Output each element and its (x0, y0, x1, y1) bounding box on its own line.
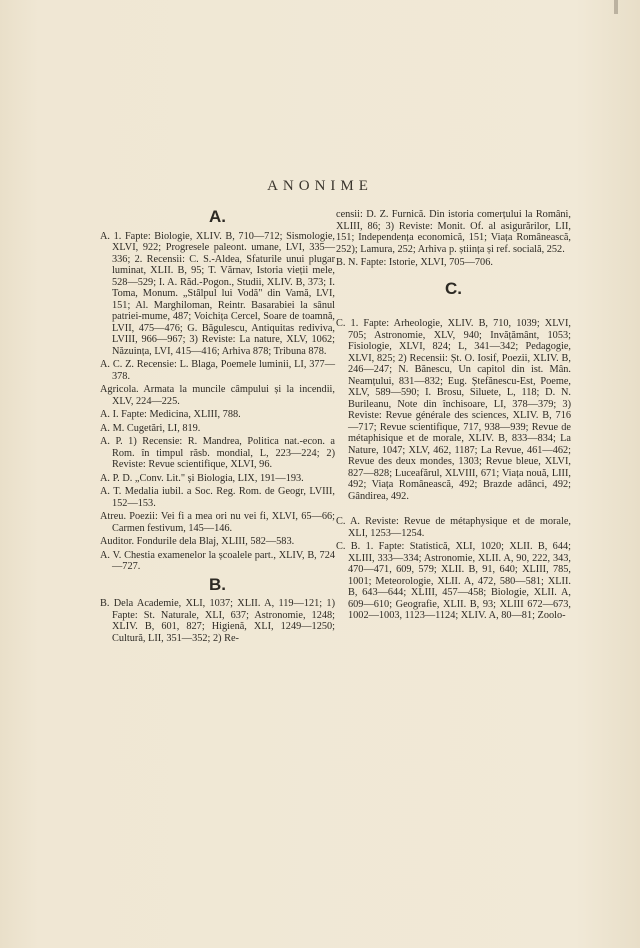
entry-apd: A. P. D. „Conv. Lit." și Biologia, LIX, 191—193. (100, 472, 304, 484)
entry-acz: A. C. Z. Recensie: L. Blaga, Poemele luminii, LI, 377—378. (100, 359, 335, 382)
entry-ai: A. I. Fapte: Medicina, XLIII, 788. (100, 409, 241, 420)
spacer (336, 504, 571, 516)
entry-av: A. V. Chestia examenelor la școalele part., XLIV, B, 724—727. (100, 549, 335, 572)
entry-b-continuation: censii: D. Z. Furnică. Din istoria comerțului la Români, XLIII, 86; 3) Reviste: Monit. Of. al asigurărilor, LII, 151; Independența economică, 151; Viața Românească, 252); Lamura, 252; Arhiva p. știința și ref. socială, 252. (336, 209, 571, 255)
entry-agricola: Agricola. Armata la muncile câmpului și la incendii, XLV, 224—225. (100, 384, 335, 407)
entry-c: C. 1. Fapte: Arheologie, XLIV. B, 710, 1039; XLVI, 705; Astronomie, XLV, 940; Invățământ, 1053; Fisiologie, XLVI, 824; L, 341—342; Pedagogie, XLVI, 825; 2) Recensii: Șt. O. Iosif, Poezii, XLIV. B, 246—247; N. Bănescu, Un capitol din ist. Mân. Neamțului, 831—832; Eug. Ștefănescu-Est, Poeme, XLV, 589—590; I. Brosu, Siluete, L, 118; D. N. Burileanu, Note din închisoare, LI, 378—379; 3) Reviste: Revue générale des sciences, XLIV. B, 716—717; Revue scientifique, 717, 938—939; Revue de métaphisique et de morale, XLIV. B, 833—834; La Nature, 1047; XLV, 462, 1187; La Revue, 461—462; Revue des deux mondes, 1303; Revue bleue, XLVI, 827—828; Luceafărul, XLVIII, 671; Viața nouă, LIII, 492; Viața Românească, 492; Brazde adânci, 492; Gândirea, 492. (336, 318, 571, 502)
page-title: ANONIME (267, 178, 373, 194)
left-column (100, 205, 335, 646)
entry-ca: C. A. Reviste: Revue de métaphysique et de morale, XLI, 1253—1254. (336, 516, 571, 539)
section-letter-b: B. (209, 574, 226, 594)
section-letter-c: C. (445, 278, 462, 298)
entry-bn: B. N. Fapte: Istorie, XLVI, 705—706. (336, 257, 493, 268)
entry-am: A. M. Cugetări, LI, 819. (100, 422, 201, 434)
entry-atreu: Atreu. Poezii: Vei fi a mea ori nu vei fi, XLVI, 65—66; Carmen festivum, 145—146. (100, 511, 335, 534)
entry-cb: C. B. 1. Fapte: Statistică, XLI, 1020; XLII. B, 644; XLIII, 333—334; Astronomie, XLII. A, 90, 222, 343, 470—471, 609, 579; XLII. B, 91, 640; XLIII, 785, 1001; Meteorologie, XLII. A, 472, 580—581; XLII. B, 643—644; XLIII, 457—458; Biologie, XLII. A, 609—610; Geografie, XLII. B, 93; XLIII 672—673, 1002—1003, 1123—1124; XLIV. A, 80—81; Zoolo- (336, 541, 571, 621)
section-letter-a: A. (209, 207, 226, 226)
entry-ap: A. P. 1) Recensie: R. Mandrea, Politica nat.-econ. a Rom. în timpul răsb. mondial, L, 223—224; 2) Reviste: Revue scientifique, XLVI, 96. (100, 436, 335, 470)
scan-mark (614, 0, 618, 14)
right-column (336, 209, 571, 624)
entry-b: B. Dela Academie, XLI, 1037; XLII. A, 119—121; 1) Fapte: St. Naturale, XLI, 637; Astronomie, 1248; XLIV. B, 601, 827; Higienă, XLI, 1249—1250; Cultură, LII, 351—352; 2) Re- (100, 598, 335, 644)
entry-a: A. 1. Fapte: Biologie, XLIV. B, 710—712; Sismologie, XLVI, 922; Progresele paleont. umane, LVI, 335—336; 2. Recensii: C. S.-Aldea, Sfaturile unui plugar luminat, XLII. B, 95; T. Vărnav, Istoria vieții mele, 528—529; I. A. Răd.-Pogon., Studii, XLIV. B, 373; I. Toma, Monum. „Stâlpul lui Vodă" din Vamă, LVI, 151; Al. Marghiloman, Reintr. Basarabiei la sânul patriei-mume, 487; Voichița Cercel, Soare de toamnă, LVII, 475—476; G. Băgulescu, Antiquitas rediviva, LVIII, 966—967; 3) Reviste: La nature, XLV, 1062; Năzuința, LVI, 415—416; Arhiva 878; Tribuna 878. (100, 230, 335, 357)
entry-auditor: Auditor. Fondurile dela Blaj, XLIII, 582—583. (100, 536, 295, 547)
entry-at: A. T. Medalia iubil. a Soc. Reg. Rom. de Geogr, LVIII, 152—153. (100, 486, 335, 509)
